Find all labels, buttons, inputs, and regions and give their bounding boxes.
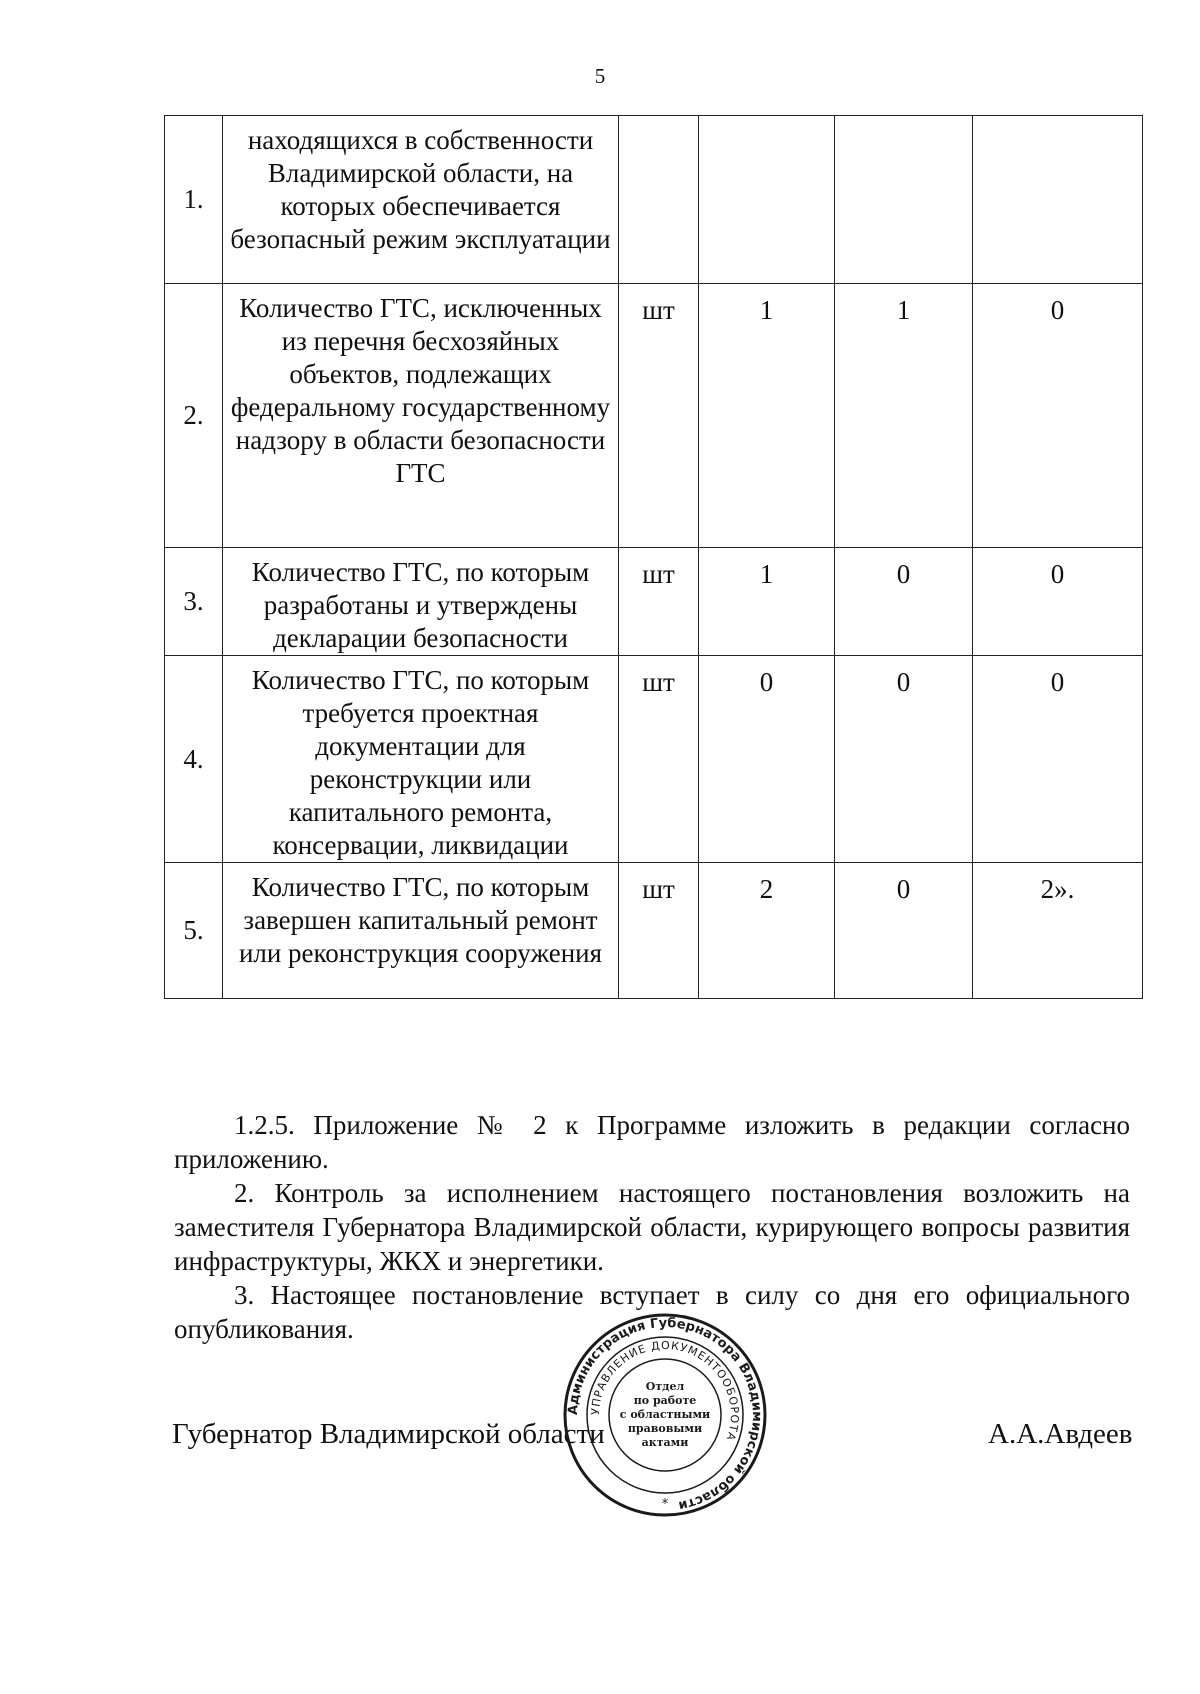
stamp-center-line: с областными xyxy=(619,1408,711,1421)
value-2: 0 xyxy=(835,656,973,863)
value-1: 2 xyxy=(699,863,835,999)
indicator-description: Количество ГТС, по которым требуется проектная документации для реконструкции или капитального ремонта, консервации, ликвидации xyxy=(223,656,619,863)
table-row xyxy=(165,116,1143,284)
unit xyxy=(619,116,699,284)
unit: шт xyxy=(619,284,699,548)
row-number: 5. xyxy=(165,863,223,999)
table-row xyxy=(165,284,1143,548)
row-number: 2. xyxy=(165,284,223,548)
paragraph-1-2-5: 1.2.5. Приложение № 2 к Программе изложить в редакции согласно приложению. xyxy=(174,1110,1130,1174)
signatory-name: А.А.Авдеев xyxy=(988,1418,1133,1450)
value-2: 0 xyxy=(835,548,973,656)
indicators-table xyxy=(164,115,1143,999)
stamp-center-line: правовыми xyxy=(627,1422,703,1435)
row-number: 4. xyxy=(165,656,223,863)
paragraph-3: 3. Настоящее постановление вступает в силу со дня его официального опубликования. xyxy=(174,1280,1130,1344)
value-1: 1 xyxy=(699,548,835,656)
stamp-center-line: по работе xyxy=(633,1394,697,1407)
unit: шт xyxy=(619,656,699,863)
stamp-center-line: актами xyxy=(641,1436,689,1449)
table-row xyxy=(165,548,1143,656)
indicator-description: находящихся в собственности Владимирской области, на которых обеспечивается безопасный режим эксплуатации xyxy=(223,116,619,284)
value-3: 2». xyxy=(973,863,1143,999)
value-3 xyxy=(973,116,1143,284)
official-stamp xyxy=(560,1310,770,1520)
value-2: 0 xyxy=(835,863,973,999)
value-1: 0 xyxy=(699,656,835,863)
stamp-center-line: Отдел xyxy=(645,1380,685,1393)
page-number: 5 xyxy=(594,64,606,88)
row-number: 1. xyxy=(165,116,223,284)
value-3: 0 xyxy=(973,284,1143,548)
indicator-description: Количество ГТС, по которым разработаны и утверждены декларации безопасности xyxy=(223,548,619,656)
stamp-outer-text: Администрация Губернатора Владимирской области xyxy=(565,1315,765,1513)
stamp-star: * xyxy=(661,1497,669,1512)
value-3: 0 xyxy=(973,656,1143,863)
stamp-inner-ring-text: УПРАВЛЕНИЕ ДОКУМЕНТООБОРОТА xyxy=(588,1338,742,1443)
indicator-description: Количество ГТС, исключенных из перечня бесхозяйных объектов, подлежащих федеральному государственному надзору в области безопасности ГТС xyxy=(223,284,619,548)
value-1 xyxy=(699,116,835,284)
indicator-description: Количество ГТС, по которым завершен капитальный ремонт или реконструкция сооружения xyxy=(223,863,619,999)
value-2 xyxy=(835,116,973,284)
paragraph-2: 2. Контроль за исполнением настоящего постановления возложить на заместителя Губернатора Владимирской области, курирующего вопросы развития инфраструктуры, ЖКХ и энергетики. xyxy=(174,1178,1130,1276)
signatory-title: Губернатор Владимирской области xyxy=(172,1418,605,1450)
unit: шт xyxy=(619,863,699,999)
table-row xyxy=(165,656,1143,863)
table-row xyxy=(165,863,1143,999)
value-3: 0 xyxy=(973,548,1143,656)
unit: шт xyxy=(619,548,699,656)
value-2: 1 xyxy=(835,284,973,548)
row-number: 3. xyxy=(165,548,223,656)
value-1: 1 xyxy=(699,284,835,548)
